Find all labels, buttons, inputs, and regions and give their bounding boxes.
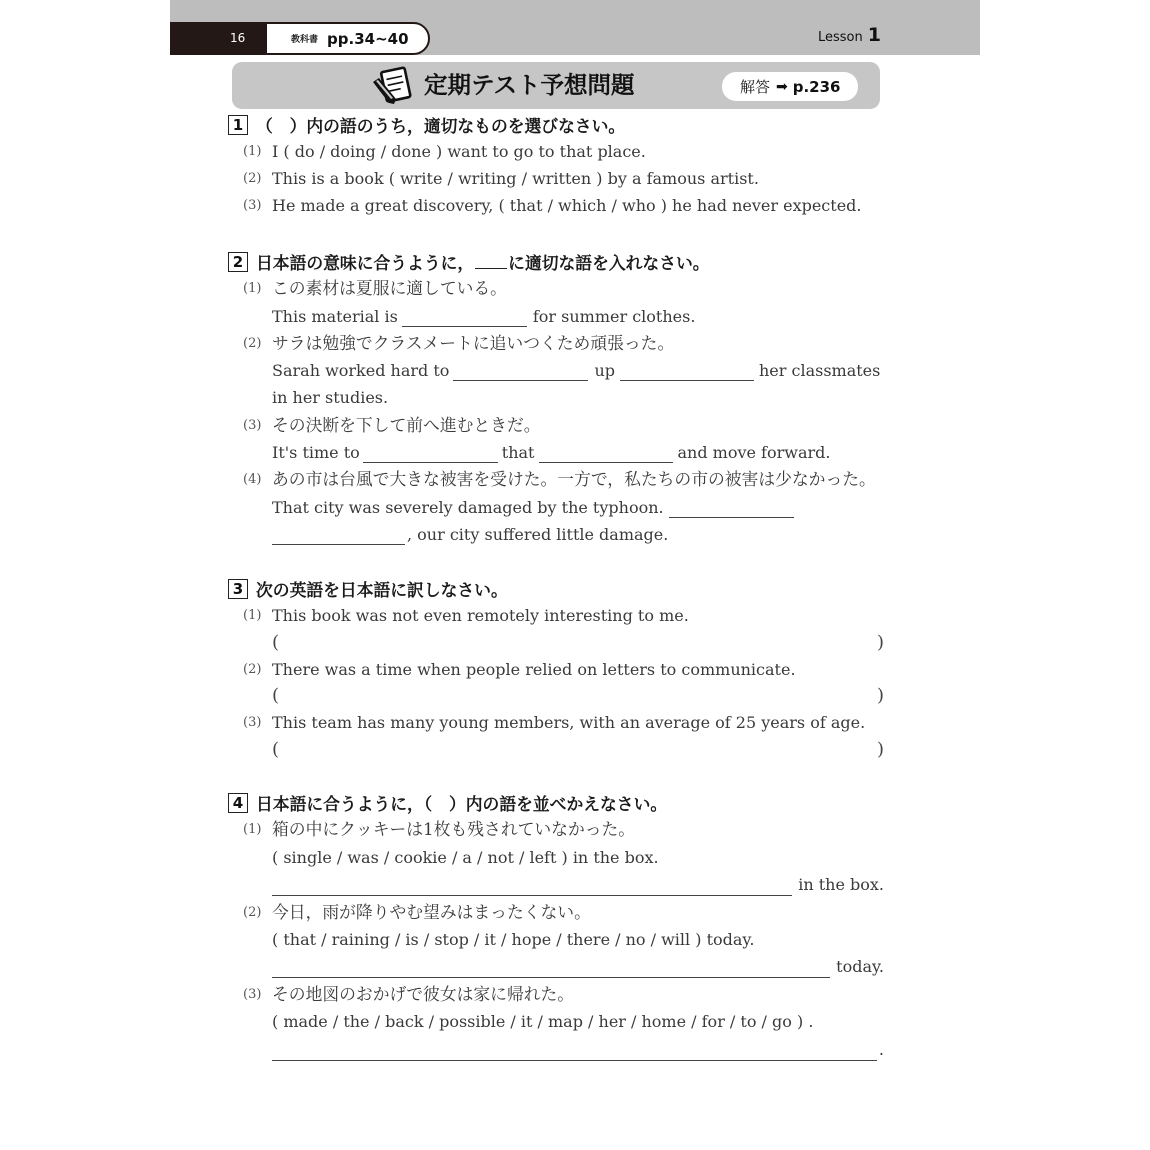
close-paren: ) <box>876 685 884 707</box>
answer-suffix: . <box>878 1039 884 1059</box>
item-label: (1) <box>243 607 262 623</box>
japanese-text: この素材は夏服に適している。 <box>272 278 507 299</box>
question-header <box>0 576 1150 603</box>
japanese-text: 今日，雨が降りやむ望みはまったくない。 <box>272 901 591 922</box>
english-sentence <box>0 494 1150 521</box>
answer-suffix: in the box. <box>798 875 884 895</box>
question-number: 3 <box>228 579 248 599</box>
item-label: (2) <box>243 661 262 677</box>
question-item <box>0 657 1150 684</box>
reorder-answer-line <box>272 1036 884 1063</box>
answer-blank <box>272 871 792 896</box>
question-1 <box>0 111 1150 219</box>
word-list: ( single / was / cookie / a / not / left ) in the box. <box>272 847 659 867</box>
translation-answer-space <box>272 737 884 764</box>
japanese-text: その決断を下して前へ進むときだ。 <box>272 414 541 435</box>
question-number: 1 <box>228 115 248 135</box>
item-text: He made a great discovery, ( that / which / who ) he had never expected. <box>272 196 862 215</box>
word-choices <box>0 844 1150 871</box>
japanese-sentence <box>0 275 1150 302</box>
reorder-answer-line <box>272 953 884 980</box>
open-paren: ( <box>272 631 280 653</box>
item-text: There was a time when people relied on letters to communicate. <box>272 659 796 679</box>
question-instruction: 次の英語を日本語に訳しなさい。 <box>256 580 508 601</box>
close-paren: ) <box>876 739 884 761</box>
answer-blank <box>272 953 830 978</box>
english-text: up <box>594 361 615 381</box>
question-number: 2 <box>228 252 248 272</box>
page-number-tab <box>170 22 270 55</box>
textbook-label: 教科書 <box>291 35 319 45</box>
item-text: This book was not even remotely interesting to me. <box>272 605 689 625</box>
instruction-blank <box>475 248 507 269</box>
english-text: in her studies. <box>272 388 389 408</box>
item-text: This is a book ( write / writing / written ) by a famous artist. <box>272 169 759 188</box>
lesson-indicator <box>818 24 881 52</box>
question-number: 4 <box>228 793 248 813</box>
item-label: (2) <box>243 171 262 186</box>
item-label: (1) <box>243 144 262 159</box>
english-text: This material is <box>272 306 398 326</box>
item-text: I ( do / doing / done ) want to go to that place. <box>272 142 646 161</box>
textbook-pages: pp.34~40 <box>327 29 409 48</box>
answer-blank <box>363 461 498 463</box>
item-label: (3) <box>243 986 262 1002</box>
english-text: and move forward. <box>677 443 831 463</box>
japanese-sentence <box>0 330 1150 357</box>
question-instruction: 日本語に合うように，（ ）内の語を並べかえなさい。 <box>256 793 668 814</box>
word-choices <box>0 1008 1150 1035</box>
close-paren: ) <box>876 631 884 653</box>
japanese-text: その地図のおかげで彼女は家に帰れた。 <box>272 983 575 1004</box>
question-header <box>0 248 1150 275</box>
question-item <box>0 165 1150 192</box>
translation-answer-space <box>272 683 884 710</box>
item-label: (1) <box>243 822 262 838</box>
english-sentence <box>0 303 1150 330</box>
word-choices <box>0 926 1150 953</box>
open-paren: ( <box>272 739 280 761</box>
item-text: This team has many young members, with an average of 25 years of age. <box>272 713 866 733</box>
english-text: Sarah worked hard to <box>272 361 450 381</box>
japanese-sentence <box>0 899 1150 926</box>
item-label: (2) <box>243 335 262 351</box>
english-text: That city was severely damaged by the typhoon. <box>272 497 664 517</box>
answer-blank <box>272 1036 877 1061</box>
item-label: (3) <box>243 198 262 213</box>
question-item <box>0 710 1150 737</box>
english-sentence-continued <box>0 521 1150 548</box>
english-text: her classmates <box>758 361 881 381</box>
answer-label: 解答 <box>740 78 771 96</box>
question-item <box>0 138 1150 165</box>
item-label: (3) <box>243 715 262 731</box>
question-header <box>0 111 1150 138</box>
reorder-answer-line <box>272 871 884 898</box>
arrow-right-icon: ➡ <box>776 78 788 95</box>
english-sentence <box>0 439 1150 466</box>
answer-blank <box>453 379 588 381</box>
english-sentence <box>0 357 1150 384</box>
japanese-sentence <box>0 466 1150 493</box>
question-instruction-after: に適切な語を入れなさい。 <box>508 252 710 273</box>
page-title: 定期テスト予想問題 <box>424 71 635 99</box>
english-text: for summer clothes. <box>532 306 696 326</box>
english-text: , our city suffered little damage. <box>407 524 669 544</box>
english-sentence-continued <box>0 384 1150 411</box>
question-2 <box>0 248 1150 548</box>
open-paren: ( <box>272 685 280 707</box>
item-label: (2) <box>243 904 262 920</box>
answer-blank <box>539 461 673 463</box>
question-header <box>0 789 1150 816</box>
lesson-number: 1 <box>867 24 881 46</box>
answer-blank <box>620 379 754 381</box>
question-item <box>0 192 1150 219</box>
answer-suffix: today. <box>836 957 884 977</box>
answer-blank <box>272 543 405 545</box>
item-label: (1) <box>243 281 262 297</box>
japanese-text: サラは勉強でクラスメートに追いつくため頑張った。 <box>272 332 675 353</box>
answer-blank <box>402 325 527 327</box>
lesson-label: Lesson <box>818 30 863 45</box>
word-list: ( that / raining / is / stop / it / hope / there / no / will ) today. <box>272 929 755 949</box>
english-text: It's time to <box>272 443 360 463</box>
japanese-text: 箱の中にクッキーは1枚も残されていなかった。 <box>272 819 636 840</box>
japanese-sentence <box>0 981 1150 1008</box>
answer-reference <box>722 72 858 101</box>
page-number: 16 <box>230 31 246 45</box>
word-list: ( made / the / back / possible / it / map / her / home / for / to / go ) . <box>272 1012 814 1032</box>
question-4 <box>0 789 1150 1063</box>
question-instruction: （ ）内の語のうち，適切なものを選びなさい。 <box>256 115 626 136</box>
question-item <box>0 603 1150 630</box>
pencil-notebook-icon <box>370 66 414 106</box>
item-label: (3) <box>243 417 262 433</box>
japanese-sentence <box>0 816 1150 843</box>
english-text: that <box>501 443 535 463</box>
item-label: (4) <box>243 472 262 488</box>
answer-page: p.236 <box>792 77 841 96</box>
translation-answer-space <box>272 630 884 657</box>
question-3 <box>0 576 1150 764</box>
answer-blank <box>669 516 794 518</box>
japanese-text: あの市は台風で大きな被害を受けた。一方で，私たちの市の被害は少なかった。 <box>272 469 876 490</box>
japanese-sentence <box>0 412 1150 439</box>
question-instruction-before: 日本語の意味に合うように， <box>256 252 475 273</box>
textbook-pages-pill <box>265 22 430 55</box>
